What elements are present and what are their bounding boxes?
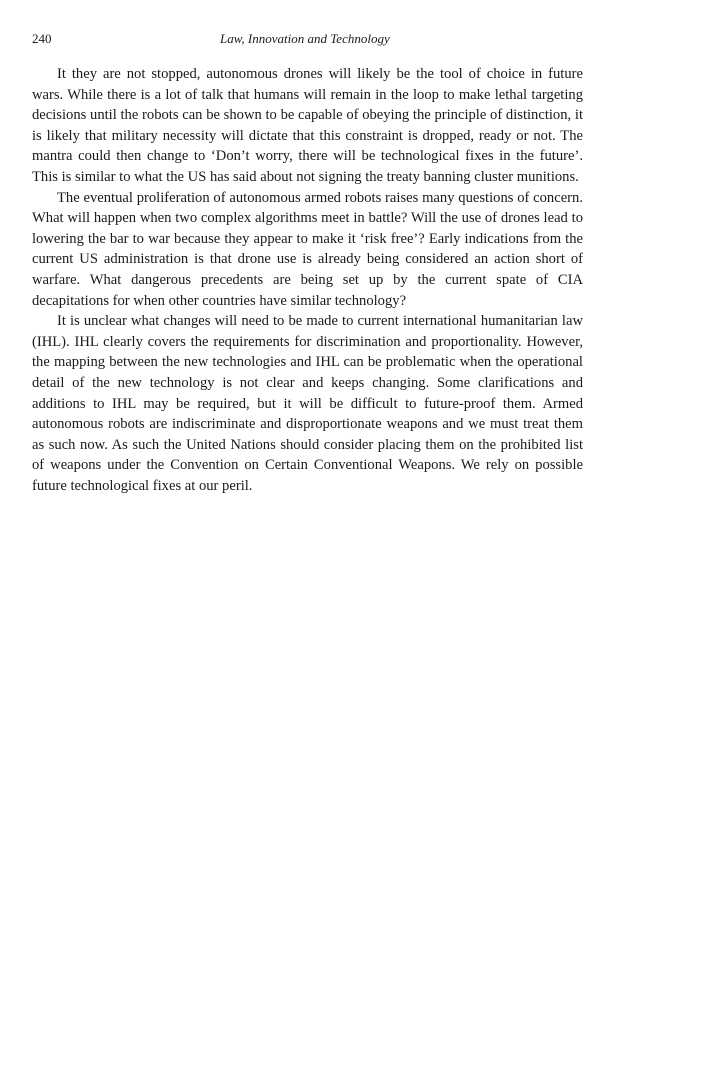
paragraph-1: It they are not stopped, autonomous drones will likely be the tool of choice in future wars. While there is a lot of talk that humans will remain in the loop to make lethal targeting decisions until the robots can be shown to be capable of obeying the principle of distinction, it is likely that military necessity will dictate that this constraint is dropped, ready or not. The mantra could then change to ‘Don’t worry, there will be technological fixes in the future’. This is similar to what the US has said about not signing the treaty banning cluster munitions.	[32, 66, 583, 185]
document-page	[32, 28, 583, 496]
page-number: 240	[32, 31, 52, 46]
journal-title: Law, Innovation and Technology	[220, 31, 390, 46]
body-text	[32, 64, 583, 496]
paragraph-3: It is unclear what changes will need to be made to current international humanitarian law (IHL). IHL clearly covers the requirements for discrimination and proportionality. However, the mapping between the new technologies and IHL can be problematic when the operational detail of the new technology is not clear and keeps changing. Some clarifications and additions to IHL may be required, but it will be difficult to future-proof them. Armed autonomous robots are indiscriminate and disproportionate weapons and we must treat them as such now. As such the United Nations should consider placing them on the prohibited list of weapons under the Convention on Certain Conventional Weapons. We rely on possible future technological fixes at our peril.	[32, 313, 583, 494]
running-header	[32, 28, 583, 50]
paragraph-2: The eventual proliferation of autonomous armed robots raises many questions of concern. What will happen when two complex algorithms meet in battle? Will the use of drones lead to lowering the bar to war because they appear to make it ‘risk free’? Early indications from the current US administration is that drone use is already being considered an action short of warfare. What dangerous precedents are being set up by the current spate of CIA decapitations for when other countries have similar technology?	[32, 189, 583, 309]
